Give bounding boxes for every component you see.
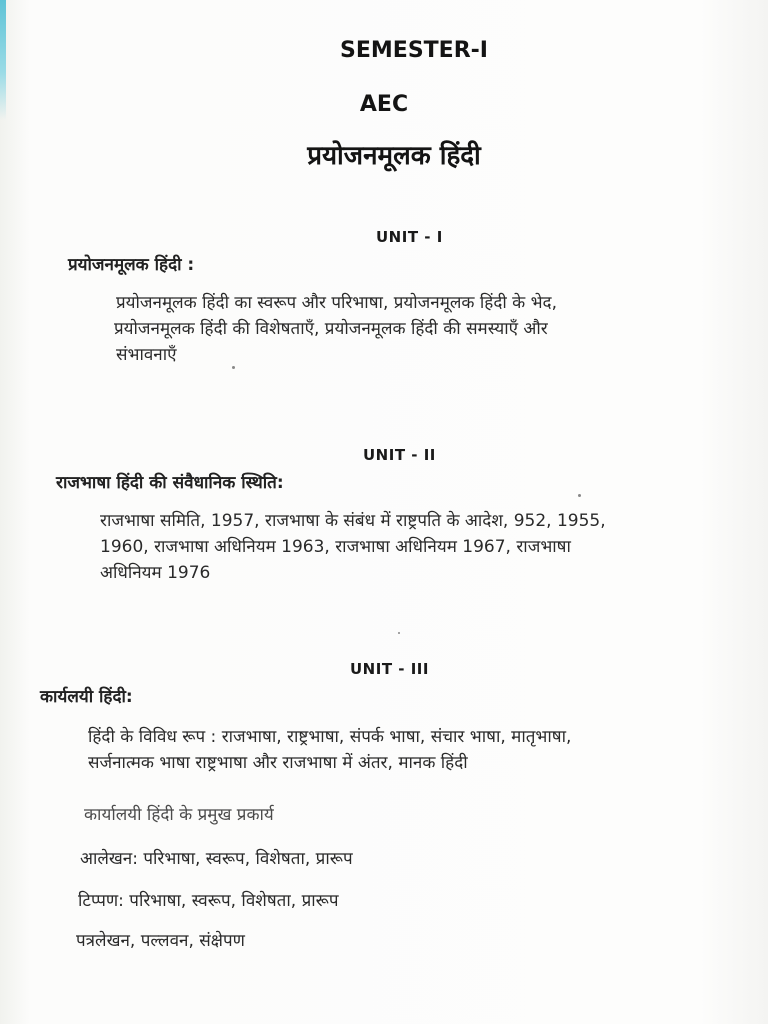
unit-3-line: हिंदी के विविध रूप : राजभाषा, राष्ट्रभाषा, संपर्क भाषा, संचार भाषा, मातृभाषा, (88, 727, 572, 747)
course-title-heading: प्रयोजनमूलक हिंदी (307, 141, 481, 171)
unit-1-line: संभावनाएँ (116, 345, 177, 365)
unit-3-title: कार्यलयी हिंदी: (40, 687, 133, 707)
course-code-heading: AEC (359, 92, 409, 117)
unit-3-list-item: टिप्पण: परिभाषा, स्वरूप, विशेषता, प्रारूप (78, 891, 339, 911)
unit-1-line: प्रयोजनमूलक हिंदी का स्वरूप और परिभाषा, प्रयोजनमूलक हिंदी के भेद, (116, 293, 557, 313)
unit-1-line: प्रयोजनमूलक हिंदी की विशेषताएँ, प्रयोजनमूलक हिंदी की समस्याएँ और (114, 319, 548, 339)
unit-3-line: सर्जनात्मक भाषा राष्ट्रभाषा और राजभाषा में अंतर, मानक हिंदी (88, 753, 468, 773)
unit-3-list-item: आलेखन: परिभाषा, स्वरूप, विशेषता, प्रारूप (80, 849, 353, 869)
unit-3-body (88, 724, 708, 776)
paper-speck (578, 494, 581, 497)
unit-3-list-item: पत्रलेखन, पल्लवन, संक्षेपण (76, 931, 245, 951)
unit-2-line: राजभाषा समिति, 1957, राजभाषा के संबंध में राष्ट्रपति के आदेश, 952, 1955, (100, 511, 606, 531)
unit-2-heading: UNIT - II (363, 446, 436, 464)
unit-1-heading: UNIT - I (376, 228, 443, 246)
unit-2-title: राजभाषा हिंदी की संवैधानिक स्थिति: (56, 473, 284, 493)
unit-2-line: 1960, राजभाषा अधिनियम 1963, राजभाषा अधिनियम 1967, राजभाषा (100, 537, 571, 557)
unit-3-list-item: कार्यालयी हिंदी के प्रमुख प्रकार्य (84, 805, 274, 825)
unit-3-heading: UNIT - III (350, 660, 429, 678)
unit-1-body (116, 290, 716, 368)
semester-heading: SEMESTER-I (340, 38, 488, 63)
unit-2-body (100, 508, 710, 586)
paper-speck (232, 366, 235, 369)
paper-speck (398, 632, 400, 634)
unit-1-title: प्रयोजनमूलक हिंदी : (68, 255, 195, 275)
unit-2-line: अधिनियम 1976 (100, 563, 211, 583)
